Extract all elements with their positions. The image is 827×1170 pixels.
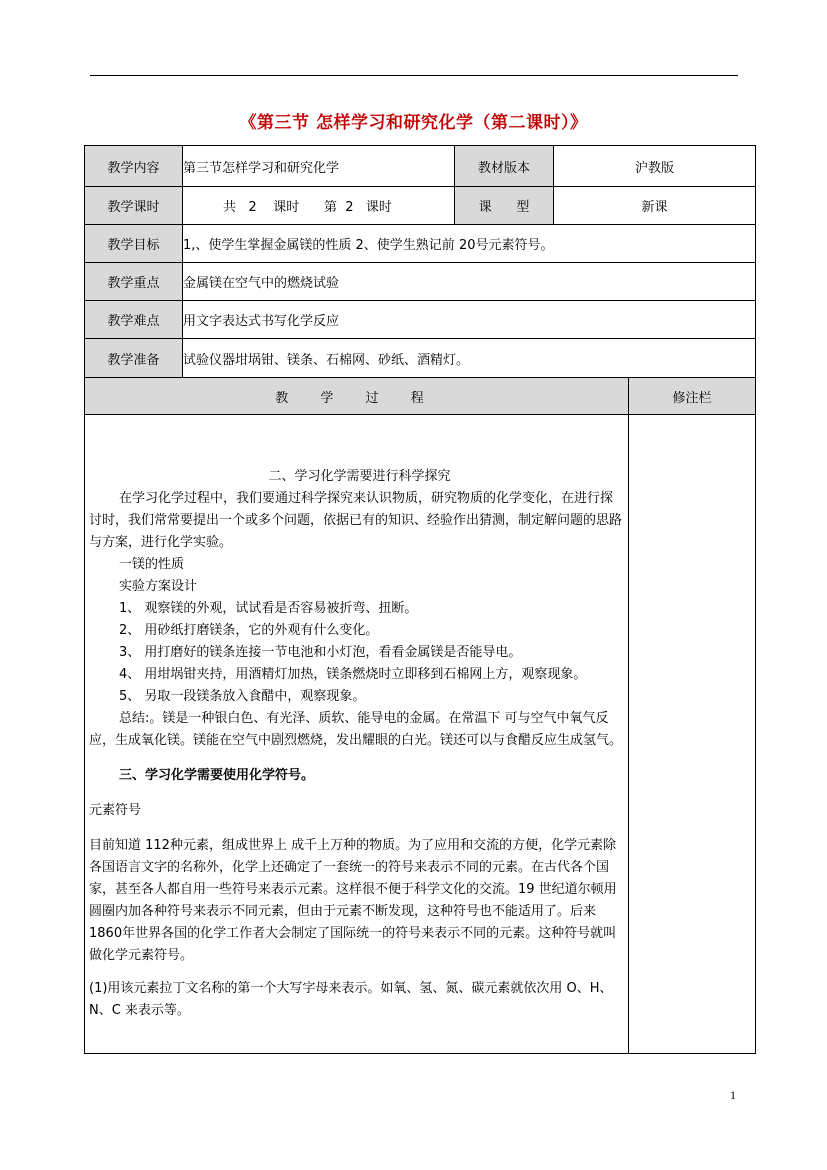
- section-2-title: 二、学习化学需要进行科学探究: [268, 469, 451, 484]
- intro-paragraph: 在学习化学过程中，我们要通过科学探究来认识物质，研究物质的化学变化，在进行探讨时，我们常常要提出一个或多个问题，依据已有的知识、经验作出猜测，制定解问题的思路与方案，进行化学实验。: [89, 491, 623, 550]
- list-item: 5、 另取一段镁条放入食醋中，观察现象。: [119, 689, 366, 704]
- type-label: 课 型: [455, 187, 554, 225]
- hours-label: 教学课时: [85, 187, 183, 225]
- focus-value: 金属镁在空气中的燃烧试验: [183, 263, 756, 301]
- content-label: 教学内容: [85, 146, 183, 187]
- edition-label: 教材版本: [455, 146, 554, 187]
- table-row: [85, 301, 756, 339]
- page-number: 1: [730, 1088, 736, 1102]
- process-header: 教 学 过 程: [85, 378, 629, 415]
- table-row: [85, 146, 756, 187]
- content-value: 第三节怎样学习和研究化学: [183, 146, 455, 187]
- process-content: [85, 446, 628, 1022]
- process-cell: [85, 415, 629, 1054]
- design-title: 实验方案设计: [119, 579, 198, 594]
- table-row: [85, 378, 756, 415]
- section-3-title: 三、学习化学需要使用化学符号。: [119, 768, 315, 783]
- header-rule: [90, 75, 738, 76]
- difficulty-label: 教学难点: [85, 301, 183, 339]
- list-item: 4、 用坩埚钳夹持，用酒精灯加热，镁条燃烧时立即移到石棉网上方，观察现象。: [119, 667, 587, 682]
- edition-value: 沪教版: [554, 146, 756, 187]
- symbol-title: 元素符号: [89, 803, 142, 818]
- lesson-plan-table: [84, 145, 756, 1054]
- summary-paragraph: 总结:。镁是一种银白色、有光泽、质软、能导电的金属。在常温下 可与空气中氧气反应，生成氧化镁。镁能在空气中剧烈燃烧，发出耀眼的白光。镁还可以与食醋反应生成氢气。: [89, 711, 623, 748]
- difficulty-value: 用文字表达式书写化学反应: [183, 301, 756, 339]
- list-item: 2、 用砂纸打磨镁条，它的外观有什么变化。: [119, 623, 379, 638]
- notes-cell: [629, 415, 756, 1054]
- table-row: [85, 339, 756, 378]
- list-item: 1、 观察镁的外观，试试看是否容易被折弯、扭断。: [119, 601, 418, 616]
- document-title: 《第三节 怎样学习和研究化学（第二课时）》: [239, 113, 588, 133]
- goal-label: 教学目标: [85, 225, 183, 263]
- symbol-paragraph: 目前知道 112种元素，组成世界上 成千上万种的物质。为了应用和交流的方便，化学元素除各国语言文字的名称外，化学上还确定了一套统一的符号来表示不同的元素。在古代各个国家，甚至各人都自用一些符号来表示元素。这样很不便于科学文化的交流。19 世纪道尔顿用圆圈内加各种符号来表示不同元素，但由于元素不断发现，这种符号也不能适用了。后来 1860年世界各国的化学工作者大会制定了国际统一的符号来表示不同的元素。这种符号就叫做化学元素符号。: [89, 838, 617, 963]
- type-value: 新课: [554, 187, 756, 225]
- magnesium-title: 一镁的性质: [119, 557, 185, 572]
- prep-value: 试验仪器坩埚钳、镁条、石棉网、砂纸、酒精灯。: [183, 339, 756, 378]
- focus-label: 教学重点: [85, 263, 183, 301]
- table-row: [85, 225, 756, 263]
- prep-label: 教学准备: [85, 339, 183, 378]
- notes-header: 修注栏: [629, 378, 756, 415]
- goal-value: 1,、使学生掌握金属镁的性质 2、使学生熟记前 20号元素符号。: [183, 225, 756, 263]
- rule-1-paragraph: (1)用该元素拉丁文名称的第一个大写字母来表示。如氧、氢、氮、碳元素就依次用 O、H、N、C 来表示等。: [89, 981, 613, 1018]
- hours-value: 共 2 课时 第 2 课时: [183, 187, 455, 225]
- table-row: [85, 263, 756, 301]
- table-row: [85, 415, 756, 1054]
- table-row: [85, 187, 756, 225]
- list-item: 3、 用打磨好的镁条连接一节电池和小灯泡，看看金属镁是否能导电。: [119, 645, 522, 660]
